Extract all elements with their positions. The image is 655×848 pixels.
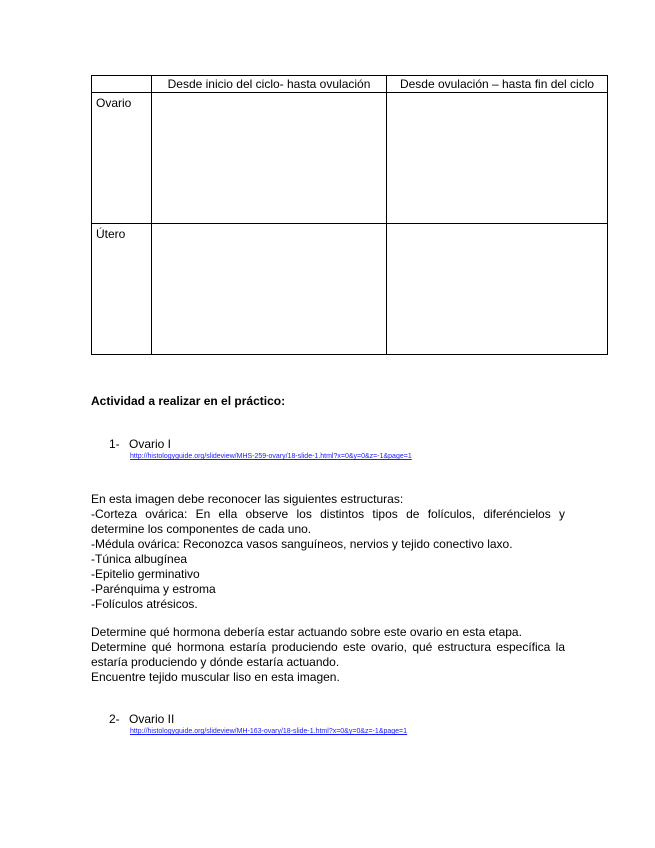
instruction-foliculos: -Folículos atrésicos. [91, 597, 198, 611]
table-cell-utero-phase2 [387, 224, 608, 355]
list-item-title: Ovario I [129, 437, 172, 451]
table-header-row [92, 76, 608, 93]
histology-link-2[interactable]: http://histologyguide.org/slideview/MH-163-ovary/18-slide-1.html?x=0&y=0&z=-1&page=1 [130, 728, 408, 735]
instructions-intro: En esta imagen debe reconocer las siguientes estructuras: [91, 492, 404, 506]
list-item-title: Ovario II [129, 712, 175, 726]
histology-link-1[interactable]: http://histologyguide.org/slideview/MHS-259-ovary/18-slide-1.html?x=0&y=0&z=-1&page=1 [130, 453, 412, 460]
instruction-corteza: -Corteza ovárica: En ella observe los distintos tipos de folículos, diferéncielos y determine los componentes de cada uno. [91, 507, 565, 536]
instruction-medula: -Médula ovárica: Reconozca vasos sanguíneos, nervios y tejido conectivo laxo. [91, 537, 513, 551]
list-item-number: 1- [109, 437, 120, 451]
table-header-ovulation-start: Desde inicio del ciclo- hasta ovulación [152, 76, 387, 93]
table-cell-ovario-phase2 [387, 93, 608, 224]
list-item-number: 2- [109, 712, 120, 726]
cycle-table [91, 75, 608, 355]
questions-block [91, 625, 565, 685]
table-row-label-utero: Útero [92, 224, 152, 355]
activity-title: Actividad a realizar en el práctico: [91, 394, 286, 408]
question-hormone-acting: Determine qué hormona debería estar actuando sobre este ovario en esta etapa. [91, 625, 522, 639]
instruction-tunica: -Túnica albugínea [91, 552, 188, 566]
table-cell-ovario-phase1 [152, 93, 387, 224]
table-corner-cell [92, 76, 152, 93]
table-row [92, 224, 608, 355]
instructions-block [91, 492, 565, 612]
list-item-ovario-1 [109, 437, 171, 451]
table-row [92, 93, 608, 224]
question-hormone-produced: Determine qué hormona estaría produciendo este ovario, qué estructura específica la estaría produciendo y dónde estaría actuando. [91, 640, 565, 669]
instruction-epitelio: -Epitelio germinativo [91, 567, 200, 581]
question-smooth-muscle: Encuentre tejido muscular liso en esta imagen. [91, 670, 340, 684]
table-cell-utero-phase1 [152, 224, 387, 355]
list-item-ovario-2 [109, 712, 174, 726]
instruction-parenquima: -Parénquima y estroma [91, 582, 216, 596]
table-header-ovulation-end: Desde ovulación – hasta fin del ciclo [387, 76, 608, 93]
table-row-label-ovario: Ovario [92, 93, 152, 224]
